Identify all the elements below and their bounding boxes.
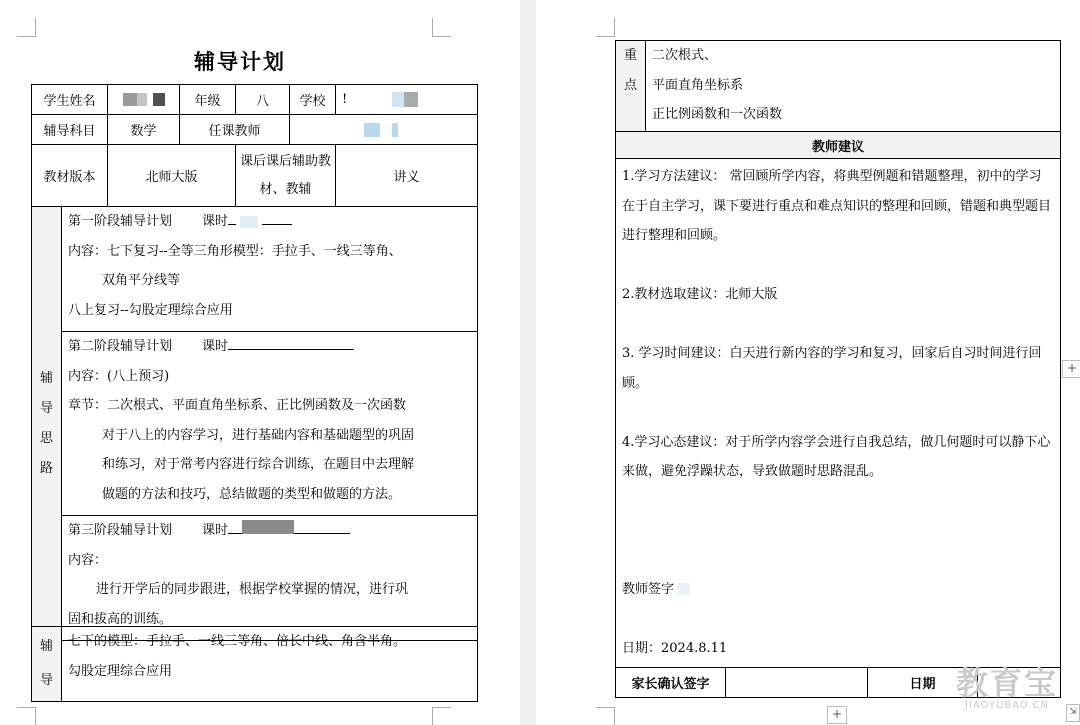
- edition-value: 北师大版: [108, 145, 236, 207]
- redaction-block: [153, 93, 165, 106]
- document-title: 辅导计划: [194, 49, 286, 74]
- page-corner-mark: [596, 18, 615, 37]
- school-value: [336, 85, 478, 115]
- student-name-value: [108, 85, 180, 115]
- material-label: [236, 145, 336, 207]
- hours-blank: [262, 210, 292, 225]
- advice-table: [615, 40, 1061, 702]
- info-row-student: [32, 85, 478, 115]
- stage2-hours-label: 课时: [202, 339, 229, 354]
- stage3-content-label: 内容：: [68, 552, 108, 568]
- stage3-heading-line: [68, 516, 471, 546]
- footer-date-label: 日期: [868, 668, 978, 698]
- stage3-row: [32, 516, 478, 641]
- edition-label: 教材版本: [32, 145, 108, 207]
- advice-body-row: [616, 159, 1061, 668]
- focus-item: 平面直角坐标系: [652, 77, 744, 93]
- hours-blank: [228, 210, 236, 225]
- hours-blank: [228, 519, 242, 534]
- side-char: 导: [39, 400, 53, 416]
- stage1-heading: 第一阶段辅导计划: [68, 214, 173, 229]
- school-mark: !: [342, 92, 348, 107]
- watermark-url: JIAOYUBAO.CN: [965, 700, 1049, 711]
- advice-header: 教师建议: [616, 132, 1061, 159]
- advice-time: 3. 学习时间建议：白天进行新内容的学习和复习，回家后自习时间进行回顾。: [622, 346, 1042, 391]
- side-char: 辅: [39, 370, 53, 386]
- bottom-line: 七下的模型：手拉手、一线三等角、倍长中线、角含半角。: [68, 634, 407, 649]
- parent-sign-value: [726, 668, 868, 698]
- grade-value: 八: [236, 85, 290, 115]
- stage1-content-line: 八上复习--勾股定理综合应用: [68, 302, 233, 318]
- stage2-chapter-line: 和练习，对于常考内容进行综合训练，在题目中去理解: [102, 457, 415, 472]
- stage2-chapter-line: 对于八上的内容学习，进行基础内容和基础题型的巩固: [102, 427, 415, 443]
- focus-side-label: [616, 41, 646, 132]
- page-corner-mark: [432, 707, 451, 725]
- stage2-heading: 第二阶段辅导计划: [68, 339, 173, 354]
- redaction-block: [392, 123, 398, 137]
- stage2-chapter-line: 做题的方法和技巧，总结做题的类型和做题的方法。: [102, 486, 402, 502]
- redaction-block: [364, 123, 380, 137]
- stage3-content-line: 进行开学后的同步跟进，根据学校掌握的情况，进行巩: [96, 582, 409, 597]
- stage3-cell: [62, 516, 478, 641]
- bottom-table: [31, 626, 478, 702]
- teacher-signature-line: [622, 575, 1054, 605]
- advice-textbook: 2.教材选取建议：北师大版: [622, 287, 778, 302]
- teacher-value: [290, 115, 478, 145]
- stage2-content-line: 内容：(八上预习): [68, 368, 170, 384]
- side-char: 路: [39, 460, 53, 476]
- subject-value: 数学: [108, 115, 180, 145]
- focus-item: 二次根式、: [652, 48, 718, 63]
- redaction-block: [242, 520, 294, 534]
- stage2-chapter-line: 章节：二次根式、平面直角坐标系、正比例函数及一次函数: [68, 398, 407, 413]
- advice-header-row: [616, 132, 1061, 159]
- material-value: 讲义: [336, 145, 478, 207]
- stage1-content-line: 双角平分线等: [102, 273, 181, 288]
- hours-blank: [228, 335, 354, 350]
- material-label-line: 课后课后辅助教: [239, 153, 331, 169]
- stage2-cell: [62, 332, 478, 516]
- info-row-subject: [32, 115, 478, 145]
- teacher-label: 任课教师: [180, 115, 290, 145]
- stage1-hours-label: 课时: [202, 214, 229, 229]
- page-corner-mark: [17, 18, 36, 37]
- advice-mindset: 4.学习心态建议：对于所学内容学会进行自我总结，做几何题时可以静下心来做，避免浮躁状态，导致做题时思路混乱。: [622, 434, 1051, 479]
- stage1-row: [32, 207, 478, 332]
- side-char: 思: [39, 430, 53, 446]
- teacher-signature-label: 教师签字: [622, 581, 675, 597]
- plan-table: [31, 206, 478, 641]
- focus-cell: [646, 41, 1061, 132]
- focus-item: 正比例函数和一次函数: [652, 107, 783, 122]
- redaction-block: [137, 93, 147, 106]
- date-line: 日期：2024.8.11: [622, 641, 728, 656]
- focus-row: [616, 41, 1061, 132]
- bottom-cell: [62, 627, 478, 702]
- school-label: 学校: [290, 85, 336, 115]
- stage1-content-line: 内容：七下复习--全等三角形模型：手拉手、一线三等角、: [68, 243, 402, 259]
- document-page-left: [0, 0, 520, 725]
- redaction-block: [404, 92, 418, 107]
- redaction-block: [678, 583, 690, 595]
- stage1-heading-line: [68, 207, 471, 237]
- add-page-right-button[interactable]: +: [1062, 360, 1080, 378]
- parent-sign-label: 家长确认签字: [616, 668, 726, 698]
- side-char: 点: [623, 78, 637, 93]
- stage3-content-line: 固和拔高的训练。: [68, 611, 173, 627]
- watermark-logo: [956, 666, 1058, 711]
- redaction-block: [240, 216, 258, 228]
- resize-corner-icon[interactable]: ⇲: [1066, 704, 1080, 722]
- bottom-line: 勾股定理综合应用: [68, 663, 173, 679]
- stage3-hours-label: 课时: [202, 523, 229, 538]
- page-corner-mark: [17, 707, 36, 725]
- redaction-block: [123, 93, 137, 106]
- side-char: 导: [39, 673, 53, 688]
- stage1-cell: [62, 207, 478, 332]
- hours-blank: [294, 519, 350, 534]
- page-corner-mark: [432, 18, 451, 37]
- plan-side-label: [32, 207, 62, 641]
- advice-body: [616, 159, 1061, 668]
- stage3-heading: 第三阶段辅导计划: [68, 523, 173, 538]
- subject-label: 辅导科目: [32, 115, 108, 145]
- student-name-label: 学生姓名: [32, 85, 108, 115]
- side-char: 辅: [39, 639, 53, 654]
- redaction-block: [392, 92, 404, 107]
- document-page-right: [536, 0, 1080, 725]
- bottom-row: [32, 627, 478, 702]
- info-table: [31, 84, 478, 207]
- page-corner-mark: [596, 707, 615, 725]
- info-row-edition: [32, 145, 478, 207]
- side-char: 重: [623, 48, 637, 63]
- stage2-row: [32, 332, 478, 516]
- add-page-bottom-button[interactable]: +: [827, 706, 847, 724]
- advice-method: 1.学习方法建议： 常回顾所学内容，将典型例题和错题整理，初中的学习在于自主学习，课下要进行重点和难点知识的整理和回顾，错题和典型题目进行整理和回顾。: [622, 169, 1052, 243]
- bottom-side-label: [32, 627, 62, 702]
- grade-label: 年级: [180, 85, 236, 115]
- watermark-text: 教育宝: [955, 664, 1058, 702]
- stage2-heading-line: [68, 332, 471, 362]
- material-label-line: 材、教辅: [259, 181, 312, 197]
